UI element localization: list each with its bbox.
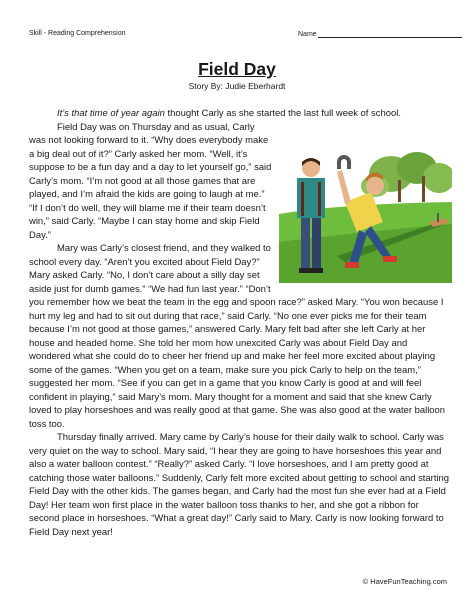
opening-italic-phrase: It’s that time of year again (57, 108, 165, 119)
story-paragraph-opening (29, 107, 450, 121)
story-paragraph: Mary was Carly’s closest friend, and they walked to school every day. “Aren’t you excited about Field Day?” Mary asked Carly. “No, I don’t care about a silly day set aside just for dumb games.” “We had fun last year.” “Don’t you remember how we beat the team in the egg and spoon race?” asked Mary. “You won because I hurt my leg and had to sit out during that race,” said Carly. “No one ever picks me for their team because I’m not good at those games,” answered Carly. Mary felt bad after she left Carly at her house and headed home. She told her mom how unexcited Carly was about Field Day and wondered what she could do to cheer her friend up and make her feel more excited about playing some of the games. “When you get on a team, make sure you pick Carly to help on the team,” suggested her mom. “See if you can get in a game that you know Carly is good at and will feel confident in playing,” said Mary’s mom. Mary thought for a moment and said that she knew Carly loved to play horseshoes and was really good at that game. She was also good at the water balloon toss too. (29, 243, 446, 430)
story-paragraph: Field Day was on Thursday and as usual, Carly was not looking forward to it. “Why does everybody make a big deal out of it?” Carly asked her mom. “Well, it’s suppose to be a fun day and a day to let yourself go,” said Carly’s mom. “I’m not good at all those games that are played, and I’m afraid the kids are going to laugh at me.” “If I don’t do well, they will blame me if their team doesn’t win,” said Carly. “Maybe I can stay home and skip Field Day.” (29, 121, 272, 241)
copyright-footer: © HaveFunTeaching.com (362, 577, 447, 586)
story-paragraph: Thursday finally arrived. Mary came by Carly’s house for their daily walk to school. Carly was very quiet on the way to school. Mary said, “I hear they are going to have horseshoes this year and also a water balloon contest.” “Really?” asked Carly. “I love horseshoes, and I am pretty good at catching those water balloons.” Suddenly, Carly felt more excited about getting to school and starting Field Day with the other kids. The games began, and Carly had the most fun she ever had at a Field Day! Her team won first place in the water balloon toss thanks to her, and she got a ribbon for second place in horseshoes. “What a great day!” Carly said to Mary. Carly is now looking forward to Field Day next year! (29, 432, 450, 538)
story-title: Field Day (198, 59, 276, 79)
skill-label: Skill - Reading Comprehension (29, 30, 126, 37)
story-byline: Story By: Judie Eberhardt (188, 81, 286, 91)
story-body (29, 107, 450, 539)
horseshoe-game-illustration (279, 152, 452, 283)
name-field (298, 30, 462, 38)
name-blank-line (318, 30, 462, 38)
opening-sentence: thought Carly as she started the last full week of school. (164, 108, 401, 119)
name-label: Name (298, 31, 317, 38)
